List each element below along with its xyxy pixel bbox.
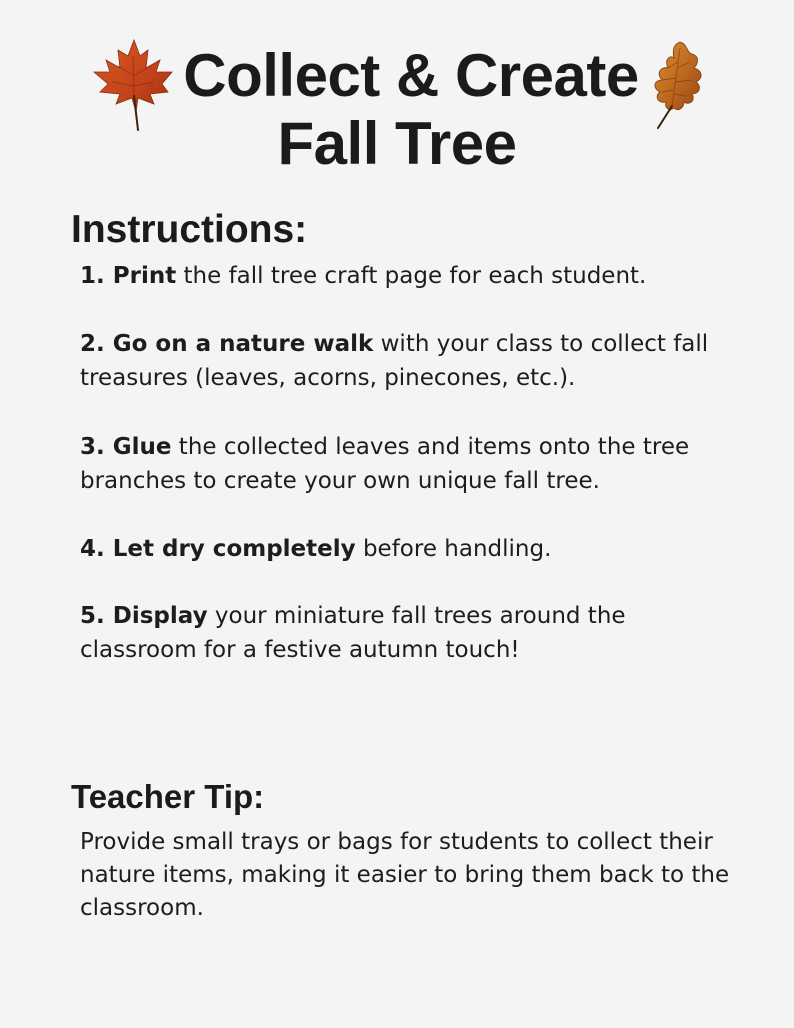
step-text: the collected leaves and items onto the tree branches to create your own unique fall tree. <box>80 434 690 494</box>
step-label: 3. Glue <box>80 434 172 460</box>
instruction-step <box>80 259 740 293</box>
step-label: 2. Go on a nature walk <box>80 331 374 357</box>
step-text: your miniature fall trees around the classroom for a festive autumn touch! <box>80 603 626 663</box>
step-text: with your class to collect fall treasures (leaves, acorns, pinecones, etc.). <box>80 331 709 391</box>
page-title-line-2: Fall Tree <box>277 110 517 177</box>
instruction-step <box>80 599 740 667</box>
instruction-step <box>80 327 740 395</box>
teacher-tip-text: Provide small trays or bags for students to collect their nature items, making it easier to bring them back to the classroom. <box>80 829 730 921</box>
instruction-step <box>80 532 740 566</box>
instruction-step <box>80 430 740 498</box>
maple-leaf-icon <box>88 36 176 132</box>
page-title-line-1: Collect & Create <box>183 42 639 109</box>
teacher-tip-heading: Teacher Tip: <box>71 778 265 815</box>
step-label: 1. Print <box>80 263 177 289</box>
step-text: the fall tree craft page for each student. <box>176 263 647 289</box>
step-label: 4. Let dry completely <box>80 536 356 562</box>
oak-leaf-icon <box>644 38 708 130</box>
instructions-heading: Instructions: <box>71 208 308 251</box>
step-text: before handling. <box>355 536 552 562</box>
step-label: 5. Display <box>80 603 208 629</box>
